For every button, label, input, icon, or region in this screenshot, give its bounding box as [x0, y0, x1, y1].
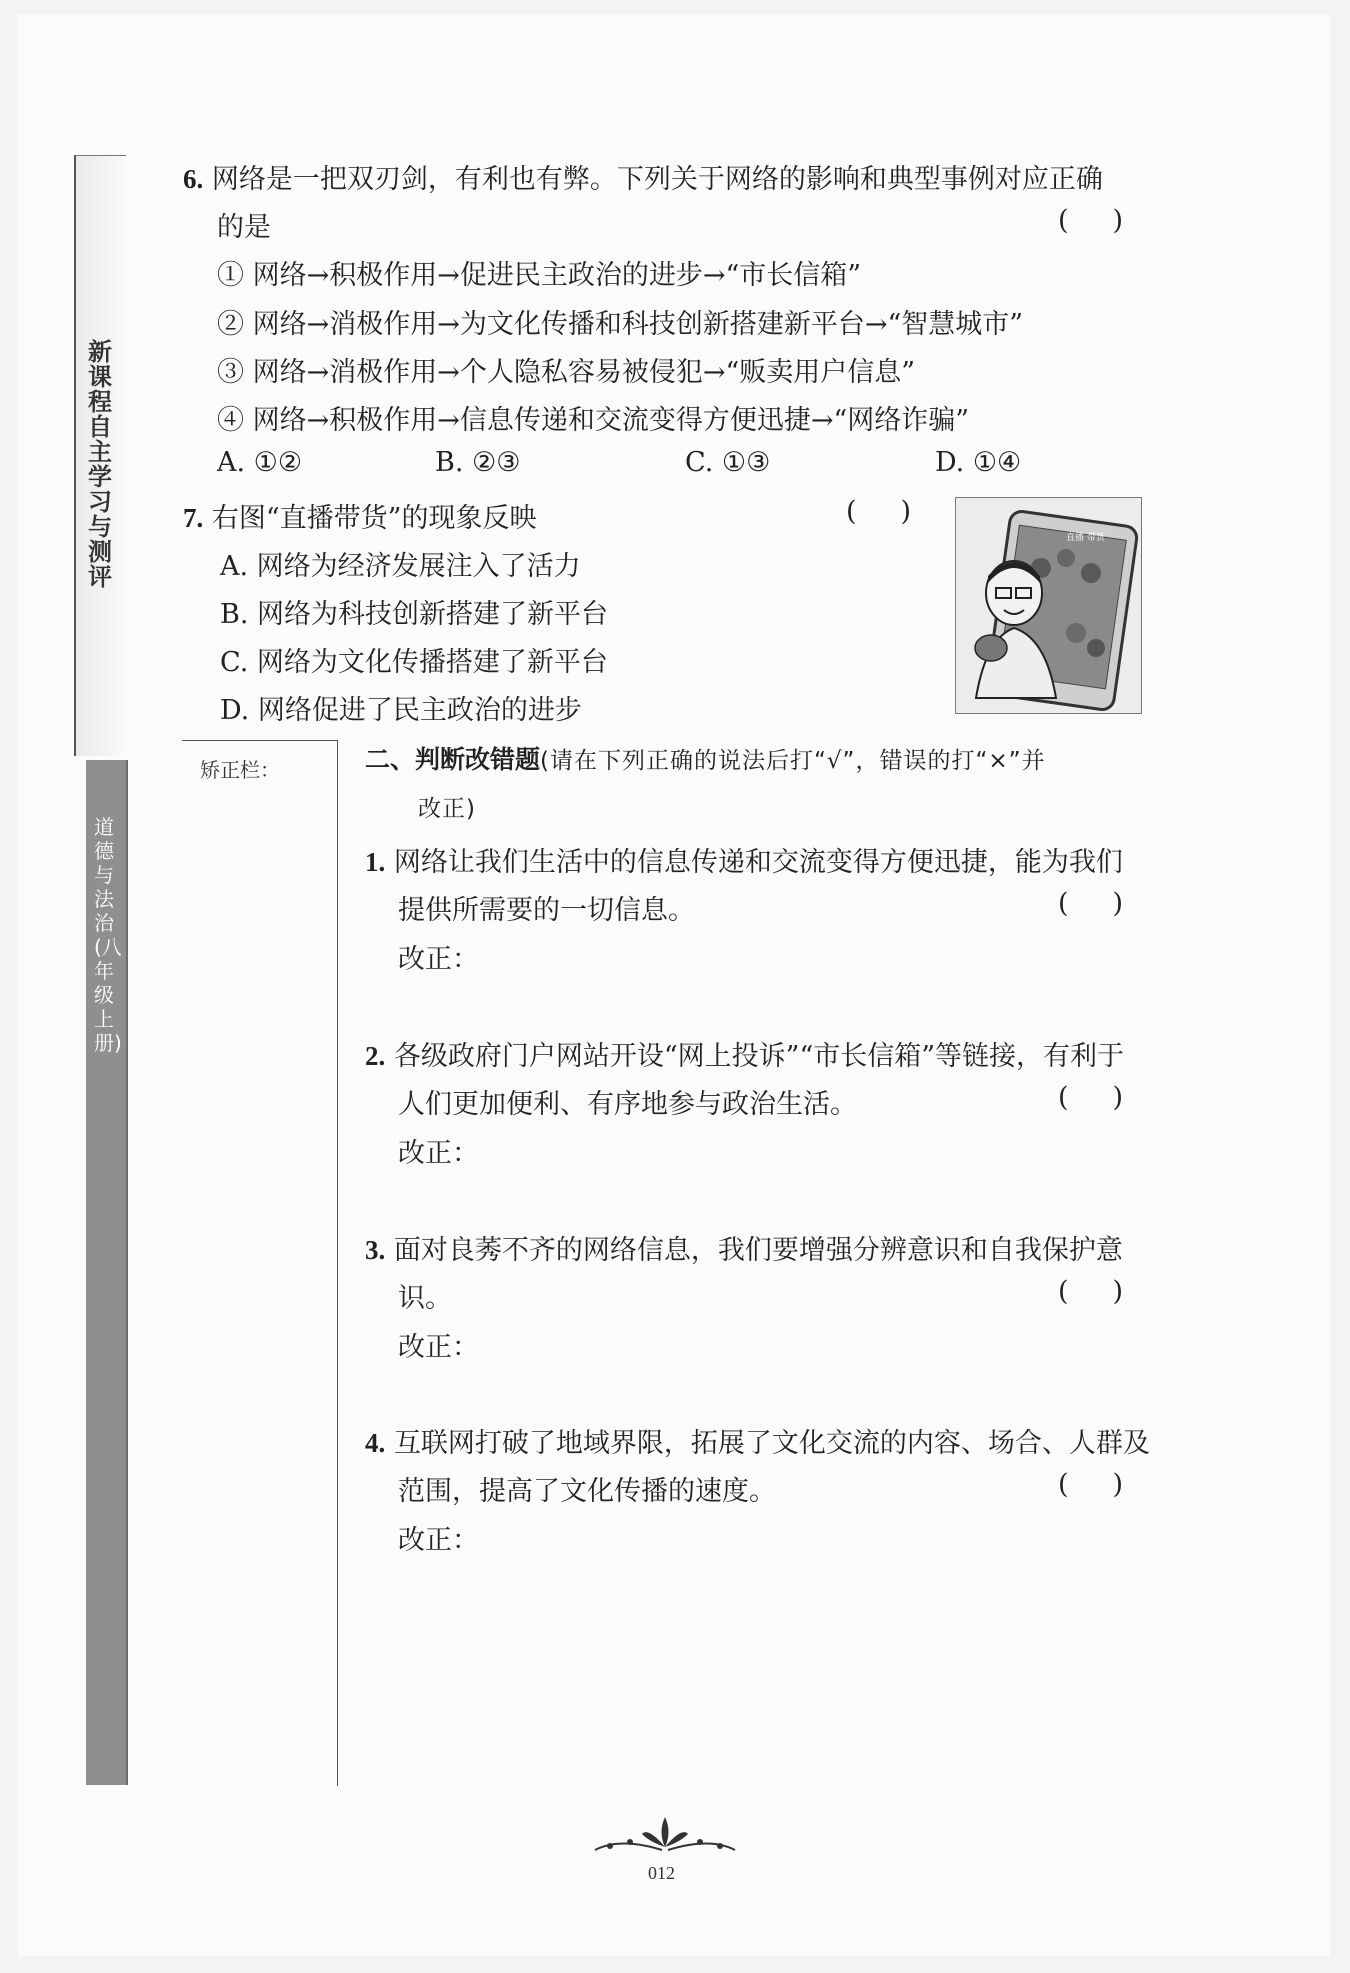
judge-item-1-correction: 改正：: [398, 944, 479, 975]
judge-item-2-line2: 人们更加便利、有序地参与政治生活。: [398, 1089, 857, 1120]
section2-title: 二、判断改错题: [365, 745, 541, 774]
q6-option-d: D. ①④: [935, 447, 1022, 478]
q6-item-4: ④ 网络→积极作用→信息传递和交流变得方便迅捷→“网络诈骗”: [217, 405, 970, 436]
judge-item-4-number: 4.: [365, 1428, 386, 1458]
section2-instructions-cont: 改正): [418, 796, 476, 822]
q6-item-3: ③ 网络→消极作用→个人隐私容易被侵犯→“贩卖用户信息”: [217, 357, 916, 388]
q7-stem-line: [183, 496, 536, 535]
q7-option-a: A. 网络为经济发展注入了活力: [220, 551, 581, 582]
judge-item-3-text: 面对良莠不齐的网络信息，我们要增强分辨意识和自我保护意: [393, 1235, 1123, 1266]
judge-item-2-text: 各级政府门户网站开设“网上投诉”“市长信箱”等链接，有利于: [393, 1041, 1125, 1072]
q6-line2: 的是: [217, 212, 271, 243]
judge-item-4-line2: 范围，提高了文化传播的速度。: [398, 1476, 776, 1507]
side-tab-subject: 道德与法治(八年级上册): [94, 815, 122, 1055]
q6-item-1: ① 网络→积极作用→促进民主政治的进步→“市长信箱”: [217, 260, 862, 291]
judge-item-2-correction: 改正：: [398, 1138, 479, 1169]
correction-column-label: 矫正栏：: [200, 758, 280, 782]
judge-item-4-correction: 改正：: [398, 1525, 479, 1556]
q6-item-2: ② 网络→消极作用→为文化传播和科技创新搭建新平台→“智慧城市”: [217, 309, 1024, 340]
side-tab-title: 新课程自主学习与测评: [88, 338, 112, 591]
q7-option-c: C. 网络为文化传播搭建了新平台: [220, 647, 608, 678]
judge-item-1-text: 网络让我们生活中的信息传递和交流变得方便迅捷，能为我们: [393, 847, 1123, 878]
livestream-illustration: [955, 497, 1142, 714]
judge-item-2-blank: (): [1058, 1082, 1168, 1113]
page-ornament-icon: [590, 1812, 740, 1866]
section2-header: [365, 740, 1046, 776]
judge-item-3-blank: (): [1058, 1276, 1168, 1307]
judge-item-3-line2: 识。: [398, 1283, 452, 1314]
correction-column: [182, 740, 338, 1786]
judge-item-3-line1: [365, 1228, 1123, 1267]
q6-stem: 网络是一把双刃剑，有利也有弊。下列关于网络的影响和典型事例对应正确: [211, 164, 1103, 195]
illustration-caption: 直播 带货: [1066, 533, 1105, 543]
judge-item-1-blank: (): [1058, 888, 1168, 919]
livestream-illustration-svg: [956, 498, 1141, 713]
q7-answer-blank: (): [846, 496, 956, 527]
judge-item-4-text: 互联网打破了地域界限，拓展了文化交流的内容、场合、人群及: [393, 1428, 1150, 1459]
q6-option-c: C. ①③: [685, 447, 771, 478]
q6-answer-blank: (): [1058, 205, 1168, 236]
section2-instructions: (请在下列正确的说法后打“√”，错误的打“×”并: [540, 748, 1046, 774]
judge-item-2-number: 2.: [365, 1041, 386, 1071]
judge-item-3-correction: 改正：: [398, 1332, 479, 1363]
page-number: 012: [648, 1863, 675, 1883]
q7-stem: 右图“直播带货”的现象反映: [211, 503, 537, 534]
q7-option-b: B. 网络为科技创新搭建了新平台: [220, 599, 609, 630]
q6-line1: [183, 157, 1103, 196]
judge-item-1-line2: 提供所需要的一切信息。: [398, 895, 695, 926]
judge-item-1-number: 1.: [365, 847, 386, 877]
q6-option-b: B. ②③: [435, 447, 521, 478]
judge-item-4-line1: [365, 1421, 1150, 1460]
q6-option-a: A. ①②: [217, 447, 303, 478]
q6-number: 6.: [183, 164, 204, 194]
q7-number: 7.: [183, 503, 204, 533]
judge-item-1-line1: [365, 840, 1123, 879]
judge-item-2-line1: [365, 1034, 1124, 1073]
judge-item-3-number: 3.: [365, 1235, 386, 1265]
q7-option-d: D. 网络促进了民主政治的进步: [220, 695, 582, 726]
judge-item-4-blank: (): [1058, 1469, 1168, 1500]
